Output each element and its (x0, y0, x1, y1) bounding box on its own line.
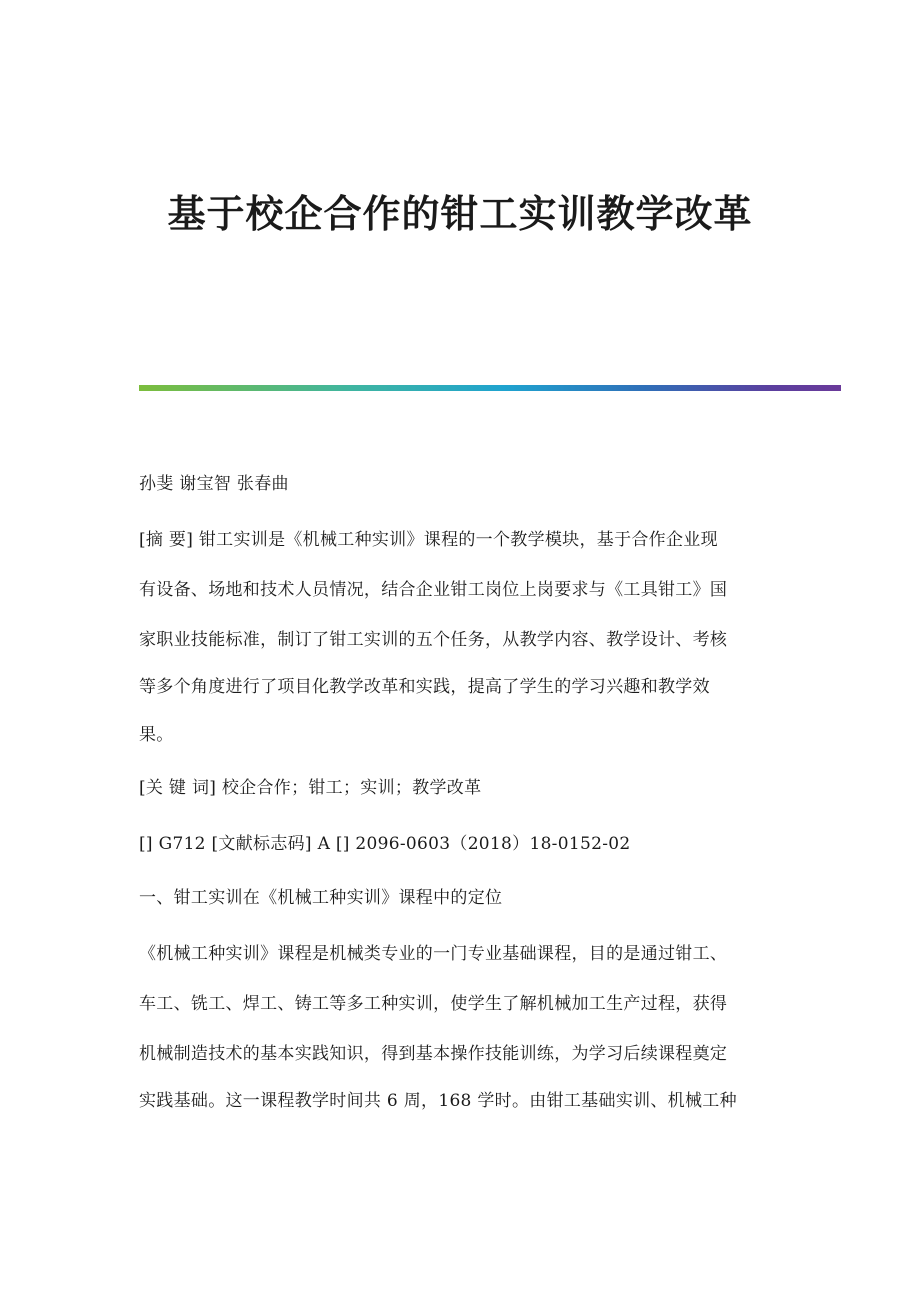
keywords: [关 键 词] 校企合作；钳工；实训；教学改革 (139, 778, 482, 798)
abstract-line: 有设备、场地和技术人员情况，结合企业钳工岗位上岗要求与《工具钳工》国 (139, 580, 728, 600)
authors: 孙斐 谢宝智 张春曲 (139, 474, 289, 494)
body-line: 车工、铣工、焊工、铸工等多工种实训，使学生了解机械加工生产过程，获得 (139, 994, 728, 1014)
abstract-line: [摘 要] 钳工实训是《机械工种实训》课程的一个教学模块，基于合作企业现 (139, 530, 718, 550)
abstract-line: 等多个角度进行了项目化教学改革和实践，提高了学生的学习兴趣和教学效 (139, 677, 710, 697)
body-line: 《机械工种实训》课程是机械类专业的一门专业基础课程，目的是通过钳工、 (139, 944, 728, 964)
body-line: 机械制造技术的基本实践知识，得到基本操作技能训练，为学习后续课程奠定 (139, 1044, 728, 1064)
classification-line: [] G712 [文献标志码] A [] 2096-0603（2018）18-0152-02 (139, 834, 631, 854)
document-title: 基于校企合作的钳工实训教学改革 (167, 191, 753, 236)
abstract-line: 家职业技能标准，制订了钳工实训的五个任务，从教学内容、教学设计、考核 (139, 630, 728, 650)
body-line: 实践基础。这一课程教学时间共 6 周，168 学时。由钳工基础实训、机械工种 (139, 1091, 737, 1111)
abstract-line: 果。 (139, 725, 174, 745)
title-divider (139, 385, 841, 391)
section-heading: 一、钳工实训在《机械工种实训》课程中的定位 (139, 888, 503, 908)
